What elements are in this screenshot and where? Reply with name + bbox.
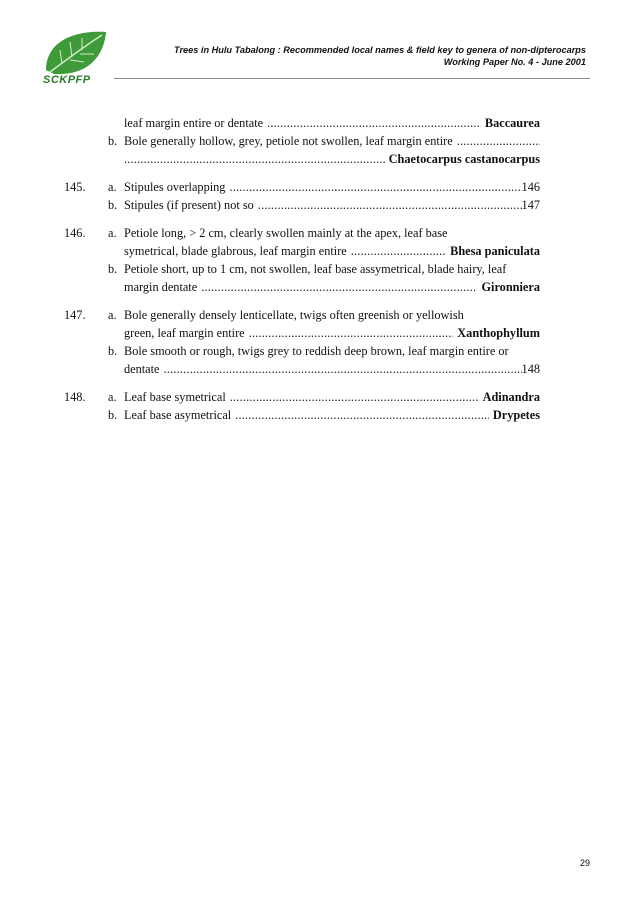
lead-letter: b. xyxy=(108,408,118,422)
key-line xyxy=(64,114,540,132)
lead-text-group xyxy=(124,388,540,406)
lead-text-group xyxy=(124,306,540,324)
couplet-number xyxy=(64,242,108,260)
couplet-number xyxy=(64,360,108,378)
lead-letter xyxy=(108,242,124,260)
couplet-number xyxy=(64,342,108,360)
lead-letter: b. xyxy=(108,198,118,212)
couplet-number xyxy=(64,196,108,214)
couplet-number xyxy=(64,324,108,342)
dot-leader xyxy=(347,242,446,260)
lead-text: Bole smooth or rough, twigs grey to reddish deep brown, leaf margin entire or xyxy=(124,344,509,358)
dot-leader xyxy=(124,150,385,168)
couplet-number xyxy=(64,406,108,424)
lead-text-group xyxy=(124,224,540,242)
lead-text: margin dentate xyxy=(124,280,198,294)
couplet-spacer xyxy=(64,168,540,178)
genus-name: Bhesa paniculata xyxy=(450,244,540,258)
key-line xyxy=(64,132,540,150)
lead-text-group xyxy=(124,178,540,196)
lead-text: Leaf base symetrical xyxy=(124,390,226,404)
header-rule xyxy=(114,78,590,79)
key-line xyxy=(64,360,540,378)
lead-letter xyxy=(108,324,124,342)
couplet-spacer xyxy=(64,296,540,306)
lead-text-group xyxy=(124,242,540,260)
lead-text: Petiole short, up to 1 cm, not swollen, leaf base assymetrical, blade hairy, leaf xyxy=(124,262,507,276)
couplet-number xyxy=(64,150,108,168)
genus-name: Adinandra xyxy=(482,390,540,404)
logo-wordmark: SCKPFP xyxy=(43,74,91,86)
lead-letter: b. xyxy=(108,134,118,148)
couplet-number: 147. xyxy=(64,308,86,322)
key-line xyxy=(64,406,540,424)
lead-letter: a. xyxy=(108,226,117,240)
lead-text-group xyxy=(124,278,540,296)
lead-text-group xyxy=(124,260,540,278)
lead-text: dentate xyxy=(124,362,160,376)
key-line xyxy=(64,324,540,342)
go-to-couplet: 147 xyxy=(521,198,540,212)
genus-name: Gironniera xyxy=(481,280,540,294)
lead-letter: a. xyxy=(108,180,117,194)
couplet-number xyxy=(64,278,108,296)
key-line xyxy=(64,306,540,324)
key-line xyxy=(64,342,540,360)
lead-text-group xyxy=(124,360,540,378)
couplet-number: 146. xyxy=(64,226,86,240)
couplet-number xyxy=(64,260,108,278)
lead-text: symetrical, blade glabrous, leaf margin entire xyxy=(124,244,347,258)
lead-text: Stipules (if present) not so xyxy=(124,198,254,212)
couplet-number xyxy=(64,132,108,150)
lead-letter: b. xyxy=(108,262,118,276)
key-line xyxy=(64,178,540,196)
dot-leader xyxy=(254,196,522,214)
lead-text: Bole generally hollow, grey, petiole not swollen, leaf margin entire xyxy=(124,134,453,148)
lead-text: Leaf base asymetrical xyxy=(124,408,232,422)
lead-text-group xyxy=(124,406,540,424)
key-line xyxy=(64,260,540,278)
lead-text: green, leaf margin entire xyxy=(124,326,245,340)
key-line xyxy=(64,242,540,260)
lead-text-group xyxy=(124,150,540,168)
key-line xyxy=(64,196,540,214)
identification-key xyxy=(64,114,540,424)
genus-name: Baccaurea xyxy=(484,116,540,130)
lead-text-group xyxy=(124,324,540,342)
couplet-spacer xyxy=(64,378,540,388)
go-to-couplet: 148 xyxy=(521,362,540,376)
couplet-spacer xyxy=(64,214,540,224)
dot-leader xyxy=(160,360,522,378)
dot-leader xyxy=(197,278,477,296)
lead-text-group xyxy=(124,114,540,132)
dot-leader xyxy=(225,178,521,196)
couplet-number: 145. xyxy=(64,180,86,194)
header-title: Trees in Hulu Tabalong : Recommended local names & field key to genera of non-dipterocarps xyxy=(174,45,586,55)
lead-letter xyxy=(108,114,124,132)
dot-leader xyxy=(231,406,489,424)
lead-letter xyxy=(108,360,124,378)
lead-letter xyxy=(108,150,124,168)
go-to-couplet: 146 xyxy=(521,180,540,194)
key-line xyxy=(64,388,540,406)
dot-leader xyxy=(245,324,454,342)
couplet-number: 148. xyxy=(64,390,86,404)
key-line xyxy=(64,278,540,296)
dot-leader xyxy=(263,114,481,132)
lead-letter xyxy=(108,278,124,296)
lead-text: leaf margin entire or dentate xyxy=(124,116,264,130)
lead-text: Bole generally densely lenticellate, twigs often greenish or yellowish xyxy=(124,308,464,322)
lead-letter: b. xyxy=(108,344,118,358)
genus-name: Chaetocarpus castanocarpus xyxy=(388,152,540,166)
lead-text-group xyxy=(124,196,540,214)
lead-text: Petiole long, > 2 cm, clearly swollen mainly at the apex, leaf base xyxy=(124,226,448,240)
lead-text: Stipules overlapping xyxy=(124,180,226,194)
key-line xyxy=(64,150,540,168)
genus-name: Drypetes xyxy=(492,408,540,422)
lead-letter: a. xyxy=(108,390,117,404)
page-number: 29 xyxy=(579,858,590,868)
lead-text-group xyxy=(124,342,540,360)
header-subtitle: Working Paper No. 4 - June 2001 xyxy=(443,57,586,67)
lead-text-group xyxy=(124,132,540,150)
key-line xyxy=(64,224,540,242)
couplet-number xyxy=(64,114,108,132)
genus-name: Xanthophyllum xyxy=(457,326,540,340)
lead-letter: a. xyxy=(108,308,117,322)
dot-leader xyxy=(453,132,540,150)
dot-leader xyxy=(226,388,479,406)
running-header xyxy=(174,44,586,68)
